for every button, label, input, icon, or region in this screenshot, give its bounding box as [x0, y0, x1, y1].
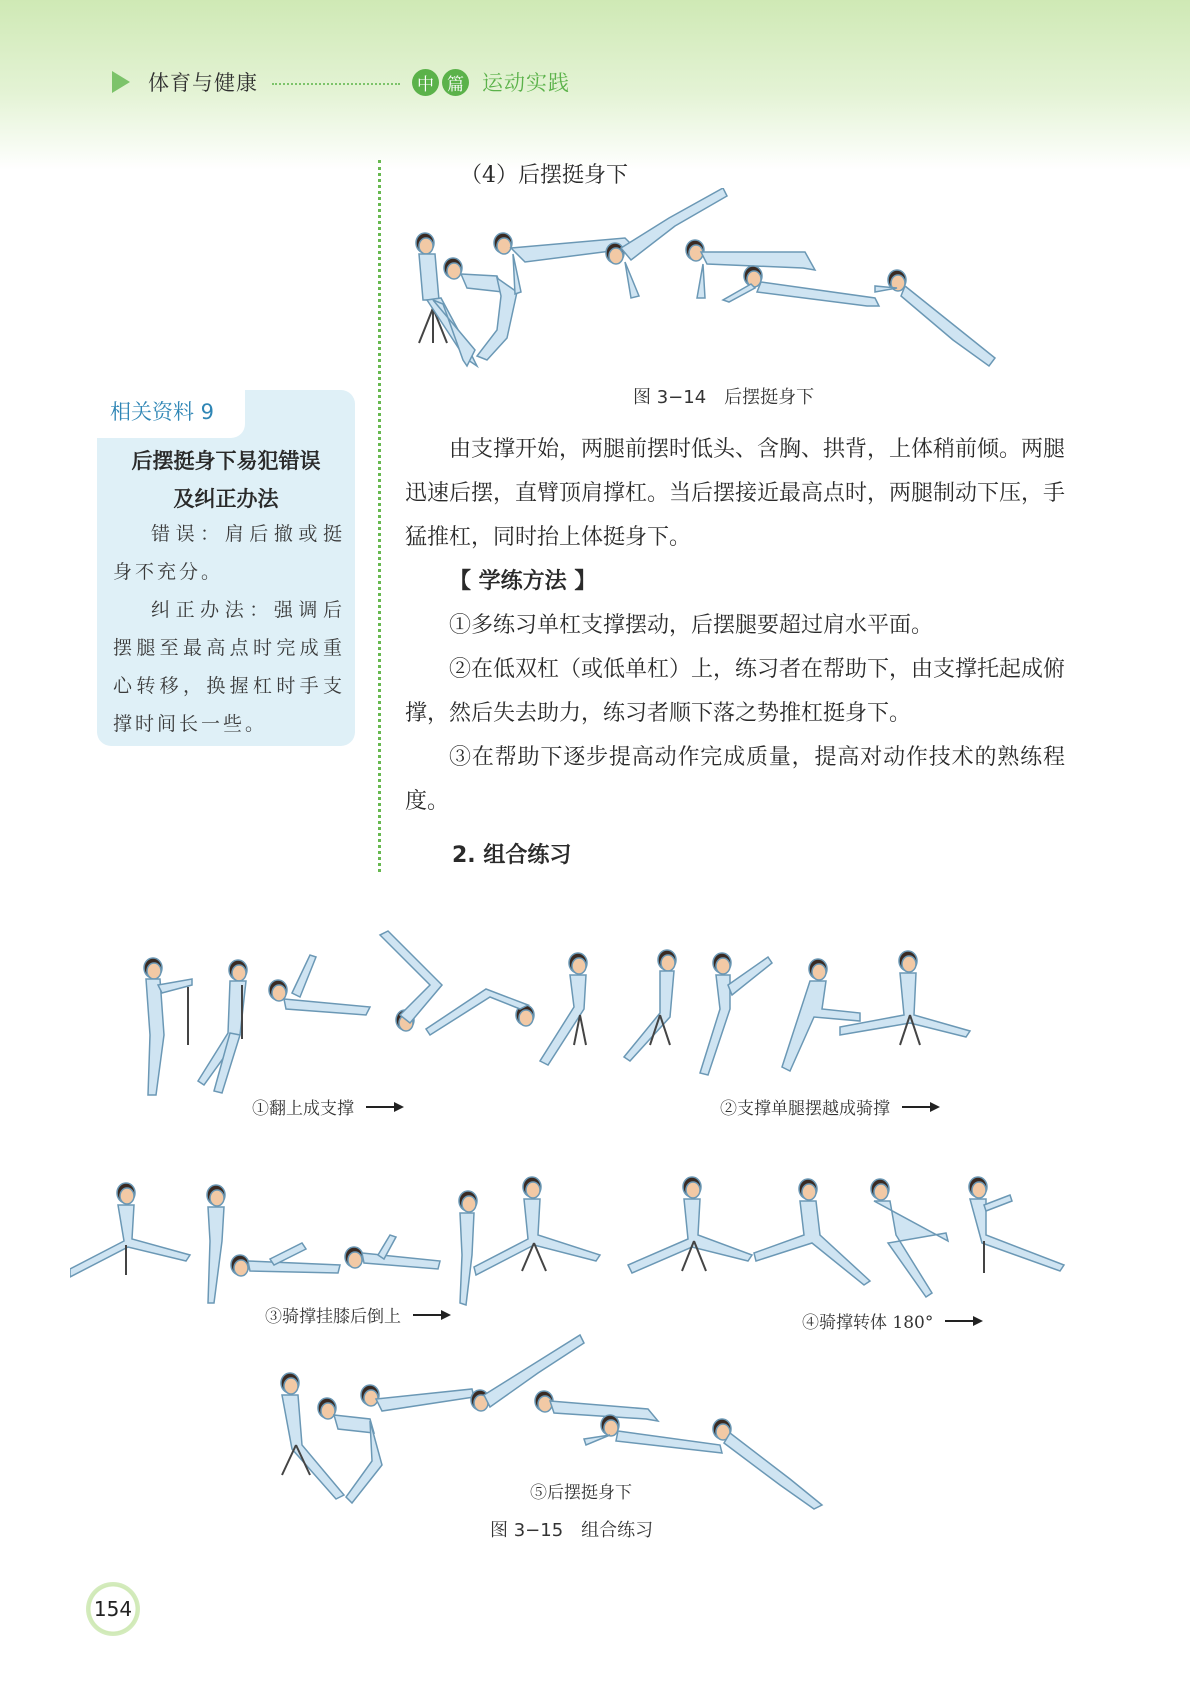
- gymnast-figure: [875, 270, 995, 366]
- gymnast-figure: [426, 989, 534, 1035]
- combo-label-3-text: ③骑撑挂膝后倒上: [265, 1307, 401, 1327]
- arrow-right-icon: [366, 1106, 402, 1108]
- gymnast-figure: [782, 959, 860, 1071]
- gymnast-figure: [207, 1185, 225, 1303]
- figure-3-14-caption: 图 3−14 后摆挺身下: [633, 387, 815, 408]
- combo-label-5: [530, 1478, 632, 1503]
- gymnast-figure: [144, 958, 192, 1095]
- method-1: ①多练习单杠支撑摆动，后摆腿要超过肩水平面。: [449, 613, 934, 638]
- dotted-leader: [272, 83, 400, 85]
- page-number: 154: [86, 1582, 140, 1636]
- gymnast-figure: [540, 953, 587, 1065]
- gymnast-figure: [198, 960, 247, 1093]
- gymnast-figure: [700, 953, 772, 1075]
- gymnast-figure: [628, 1177, 752, 1273]
- arrow-right-icon: [902, 1106, 938, 1108]
- combo-label-3: [265, 1302, 449, 1327]
- badge-pian: 篇: [442, 69, 469, 96]
- subheading: （4）后摆挺身下: [460, 163, 628, 188]
- gymnast-figure: [871, 1179, 948, 1297]
- running-header: [112, 62, 570, 102]
- related-info-label: 相关资料 9: [110, 400, 215, 424]
- gymnast-figure: [444, 258, 517, 360]
- gymnast-figure: [281, 1373, 344, 1499]
- play-arrow-icon: [112, 71, 130, 93]
- paragraph-1: 由支撑开始，两腿前摆时低头、含胸、拱背，上体稍前倾。两腿迅速后摆，直臂顶肩撑杠。当后摆接近最高点时，两腿制动下压，手猛推杠，同时抬上体挺身下。: [405, 437, 1066, 550]
- gymnast-figure: [471, 1335, 584, 1411]
- gymnast-figure: [361, 1385, 474, 1411]
- related-info-title: [97, 442, 355, 518]
- gymnast-figure: [269, 955, 370, 1015]
- fix-text: 纠正办法：强调后摆腿至最高点时完成重心转移，换握杠时手支撑时间长一些。: [113, 599, 345, 735]
- gymnast-figure: [840, 951, 970, 1037]
- combo-label-2: [720, 1094, 938, 1119]
- gymnast-figure: [713, 1419, 822, 1509]
- gymnast-figure: [231, 1243, 340, 1276]
- gymnast-figure: [535, 1391, 658, 1421]
- combo-label-4-text: ④骑撑转体 180°: [802, 1313, 934, 1333]
- gymnast-figure: [474, 1177, 600, 1275]
- method-3: ③在帮助下逐步提高动作完成质量，提高对动作技术的熟练程度。: [405, 745, 1065, 814]
- related-info-body: [113, 515, 345, 743]
- related-info-title-line1: 后摆挺身下易犯错误: [131, 449, 321, 473]
- column-divider: [378, 160, 381, 872]
- gymnast-figure: [723, 266, 879, 306]
- gymnast-figure: [416, 233, 477, 366]
- gymnast-figure: [70, 1183, 190, 1277]
- badge-zhong: 中: [412, 69, 439, 96]
- gymnast-figure: [345, 1235, 440, 1269]
- main-text: [405, 428, 1065, 824]
- arrow-right-icon: [945, 1320, 981, 1322]
- gymnast-figure: [380, 931, 442, 1031]
- figure-3-14-illustration: [405, 188, 1075, 393]
- gymnast-figure: [459, 1191, 477, 1305]
- method-heading: 【 学练方法 】: [449, 569, 597, 594]
- arrow-right-icon: [413, 1314, 449, 1316]
- figure-3-15-illustration: [70, 905, 1150, 1515]
- related-info-title-line2: 及纠正办法: [173, 487, 279, 511]
- combo-label-1-text: ①翻上成支撑: [252, 1099, 354, 1119]
- combo-label-4: [802, 1308, 981, 1333]
- combo-label-5-text: ⑤后摆挺身下: [530, 1483, 632, 1503]
- method-2: ②在低双杠（或低单杠）上，练习者在帮助下，由支撑托起成俯撑，然后失去助力，练习者顺下落之势推杠挺身下。: [405, 657, 1066, 726]
- combo-label-1: [252, 1094, 402, 1119]
- combo-label-2-text: ②支撑单腿摆越成骑撑: [720, 1099, 890, 1119]
- gymnast-figure: [754, 1179, 870, 1285]
- section-name: 运动实践: [482, 71, 570, 95]
- section-2-heading: 2. 组合练习: [452, 843, 572, 868]
- book-title: 体育与健康: [148, 71, 258, 95]
- error-text: 错误：肩后撤或挺身不充分。: [113, 523, 345, 583]
- figure-3-15-caption: 图 3−15 组合练习: [490, 1520, 654, 1541]
